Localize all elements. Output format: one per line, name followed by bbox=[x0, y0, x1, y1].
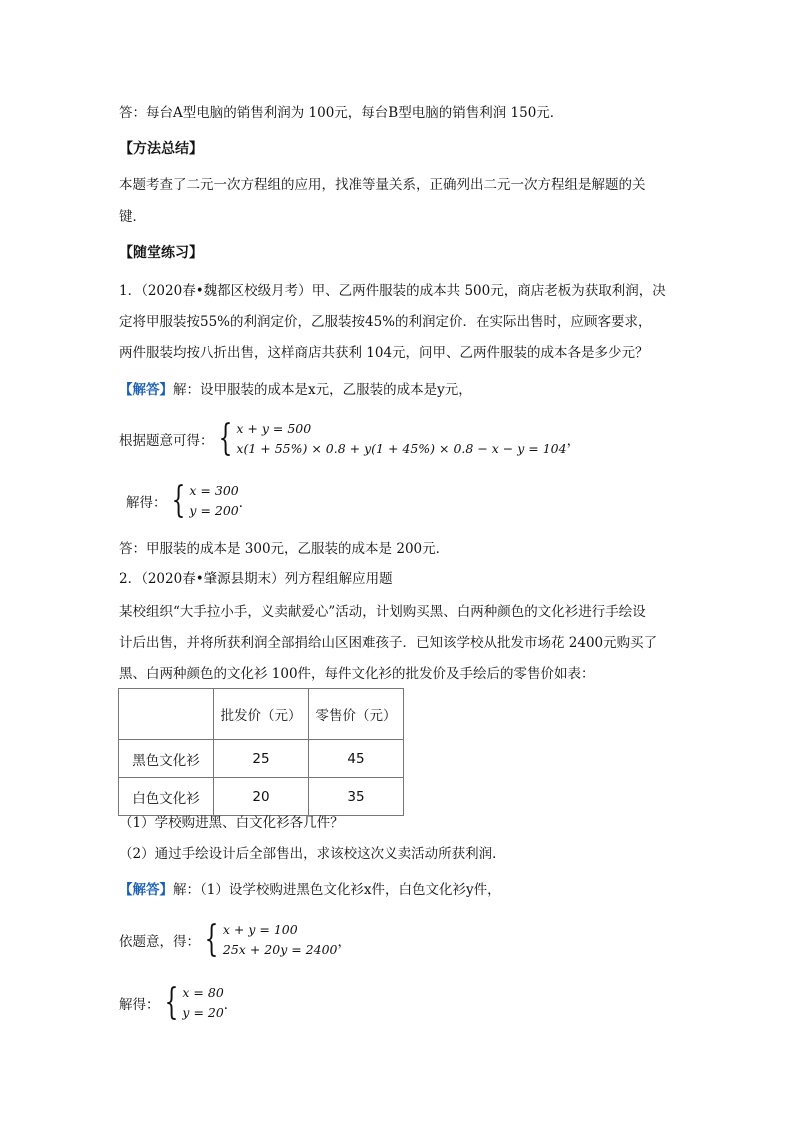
solution-text: 解：（1）设学校购进黑色文化衫x件，白色文化衫y件， bbox=[173, 882, 501, 898]
table-header-cell: 批发价（元） bbox=[214, 689, 309, 740]
q2-equation-system bbox=[119, 920, 351, 960]
q1-line-3: 两件服装均按八折出售，这样商店共获利 104元，问甲、乙两件服装的成本各是多少元？ bbox=[119, 345, 649, 361]
result-label: 解得： bbox=[119, 997, 160, 1013]
result-label: 解得： bbox=[126, 495, 167, 511]
solution-tag: 【解答】 bbox=[119, 882, 173, 898]
table-header-row bbox=[119, 689, 404, 740]
equation-1: x + y = 500 bbox=[236, 421, 312, 436]
q2-result-system bbox=[119, 983, 237, 1023]
q1-answer-line: 答：甲服装的成本是 300元，乙服装的成本是 200元． bbox=[119, 541, 450, 557]
result-1: x = 300 bbox=[189, 483, 239, 498]
price-table bbox=[118, 688, 404, 816]
result-lines bbox=[182, 983, 223, 1023]
left-brace-icon: { bbox=[204, 919, 219, 960]
method-text-line-1: 本题考查了二元一次方程组的应用，找准等量关系，正确列出二元一次方程组是解题的关 bbox=[119, 177, 646, 193]
result-suffix: ． bbox=[238, 495, 253, 511]
equation-lines bbox=[236, 419, 566, 459]
table-cell: 白色文化衫 bbox=[119, 778, 214, 816]
left-brace-icon: { bbox=[164, 982, 178, 1023]
solution-tag: 【解答】 bbox=[119, 382, 173, 398]
equation-suffix: ， bbox=[566, 433, 581, 449]
equation-label: 根据题意可得： bbox=[119, 433, 214, 449]
left-brace-icon: { bbox=[218, 418, 232, 459]
equation-lines bbox=[223, 920, 338, 960]
table-cell: 35 bbox=[309, 778, 404, 816]
table-header-cell bbox=[119, 689, 214, 740]
practice-heading: 【随堂练习】 bbox=[119, 245, 203, 261]
q1-solution-line bbox=[119, 381, 472, 399]
left-brace-icon: { bbox=[171, 480, 185, 521]
result-lines bbox=[189, 481, 238, 521]
table-header-cell: 零售价（元） bbox=[309, 689, 404, 740]
table-row bbox=[119, 778, 404, 816]
table-cell: 25 bbox=[214, 740, 309, 778]
equation-label: 依题意，得： bbox=[119, 934, 200, 950]
q1-result-system bbox=[126, 481, 252, 521]
equation-suffix: ， bbox=[337, 934, 351, 950]
q2-sub-question-2: （2）通过手绘设计后全部售出，求该校这次义卖活动所获利润． bbox=[119, 846, 506, 862]
q1-equation-system bbox=[119, 419, 580, 459]
method-text-line-2: 键． bbox=[119, 209, 146, 225]
q1-line-2: 定将甲服装按55%的利润定价，乙服装按45%的利润定价．在实际出售时，应顾客要求， bbox=[119, 314, 652, 330]
equation-2: x(1 + 55%) × 0.8 + y(1 + 45%) × 0.8 − x − y = 104 bbox=[236, 441, 567, 456]
method-heading: 【方法总结】 bbox=[119, 141, 203, 157]
answer-line: 答：每台A型电脑的销售利润为 100元，每台B型电脑的销售利润 150元． bbox=[119, 105, 564, 121]
result-2: y = 200 bbox=[189, 503, 239, 518]
q2-line-1: 2．（2020春•肇源县期末）列方程组解应用题 bbox=[119, 571, 393, 587]
result-2: y = 20 bbox=[182, 1005, 224, 1020]
result-suffix: ． bbox=[223, 997, 238, 1013]
q2-sub-question-1: （1）学校购进黑、白文化衫各几件？ bbox=[119, 815, 344, 831]
table-row bbox=[119, 740, 404, 778]
result-1: x = 80 bbox=[182, 985, 224, 1000]
q1-line-1: 1．（2020春•魏都区校级月考）甲、乙两件服装的成本共 500元，商店老板为获取利润，决 bbox=[119, 283, 666, 299]
q2-solution-line bbox=[119, 881, 501, 899]
table-cell: 45 bbox=[309, 740, 404, 778]
table-cell: 20 bbox=[214, 778, 309, 816]
q2-line-2: 某校组织“大手拉小手，义卖献爱心”活动，计划购买黑、白两种颜色的文化衫进行手绘设 bbox=[119, 604, 646, 620]
solution-text: 解：设甲服装的成本是x元，乙服装的成本是y元， bbox=[173, 382, 472, 398]
q2-line-4: 黑、白两种颜色的文化衫 100件，每件文化衫的批发价及手绘后的零售价如表： bbox=[119, 666, 595, 682]
equation-1: x + y = 100 bbox=[222, 922, 298, 937]
equation-2: 25x + 20y = 2400 bbox=[222, 942, 338, 957]
table-cell: 黑色文化衫 bbox=[119, 740, 214, 778]
q2-line-3: 计后出售，并将所获利润全部捐给山区困难孩子．已知该学校从批发市场花 2400元购买了 bbox=[119, 635, 658, 651]
